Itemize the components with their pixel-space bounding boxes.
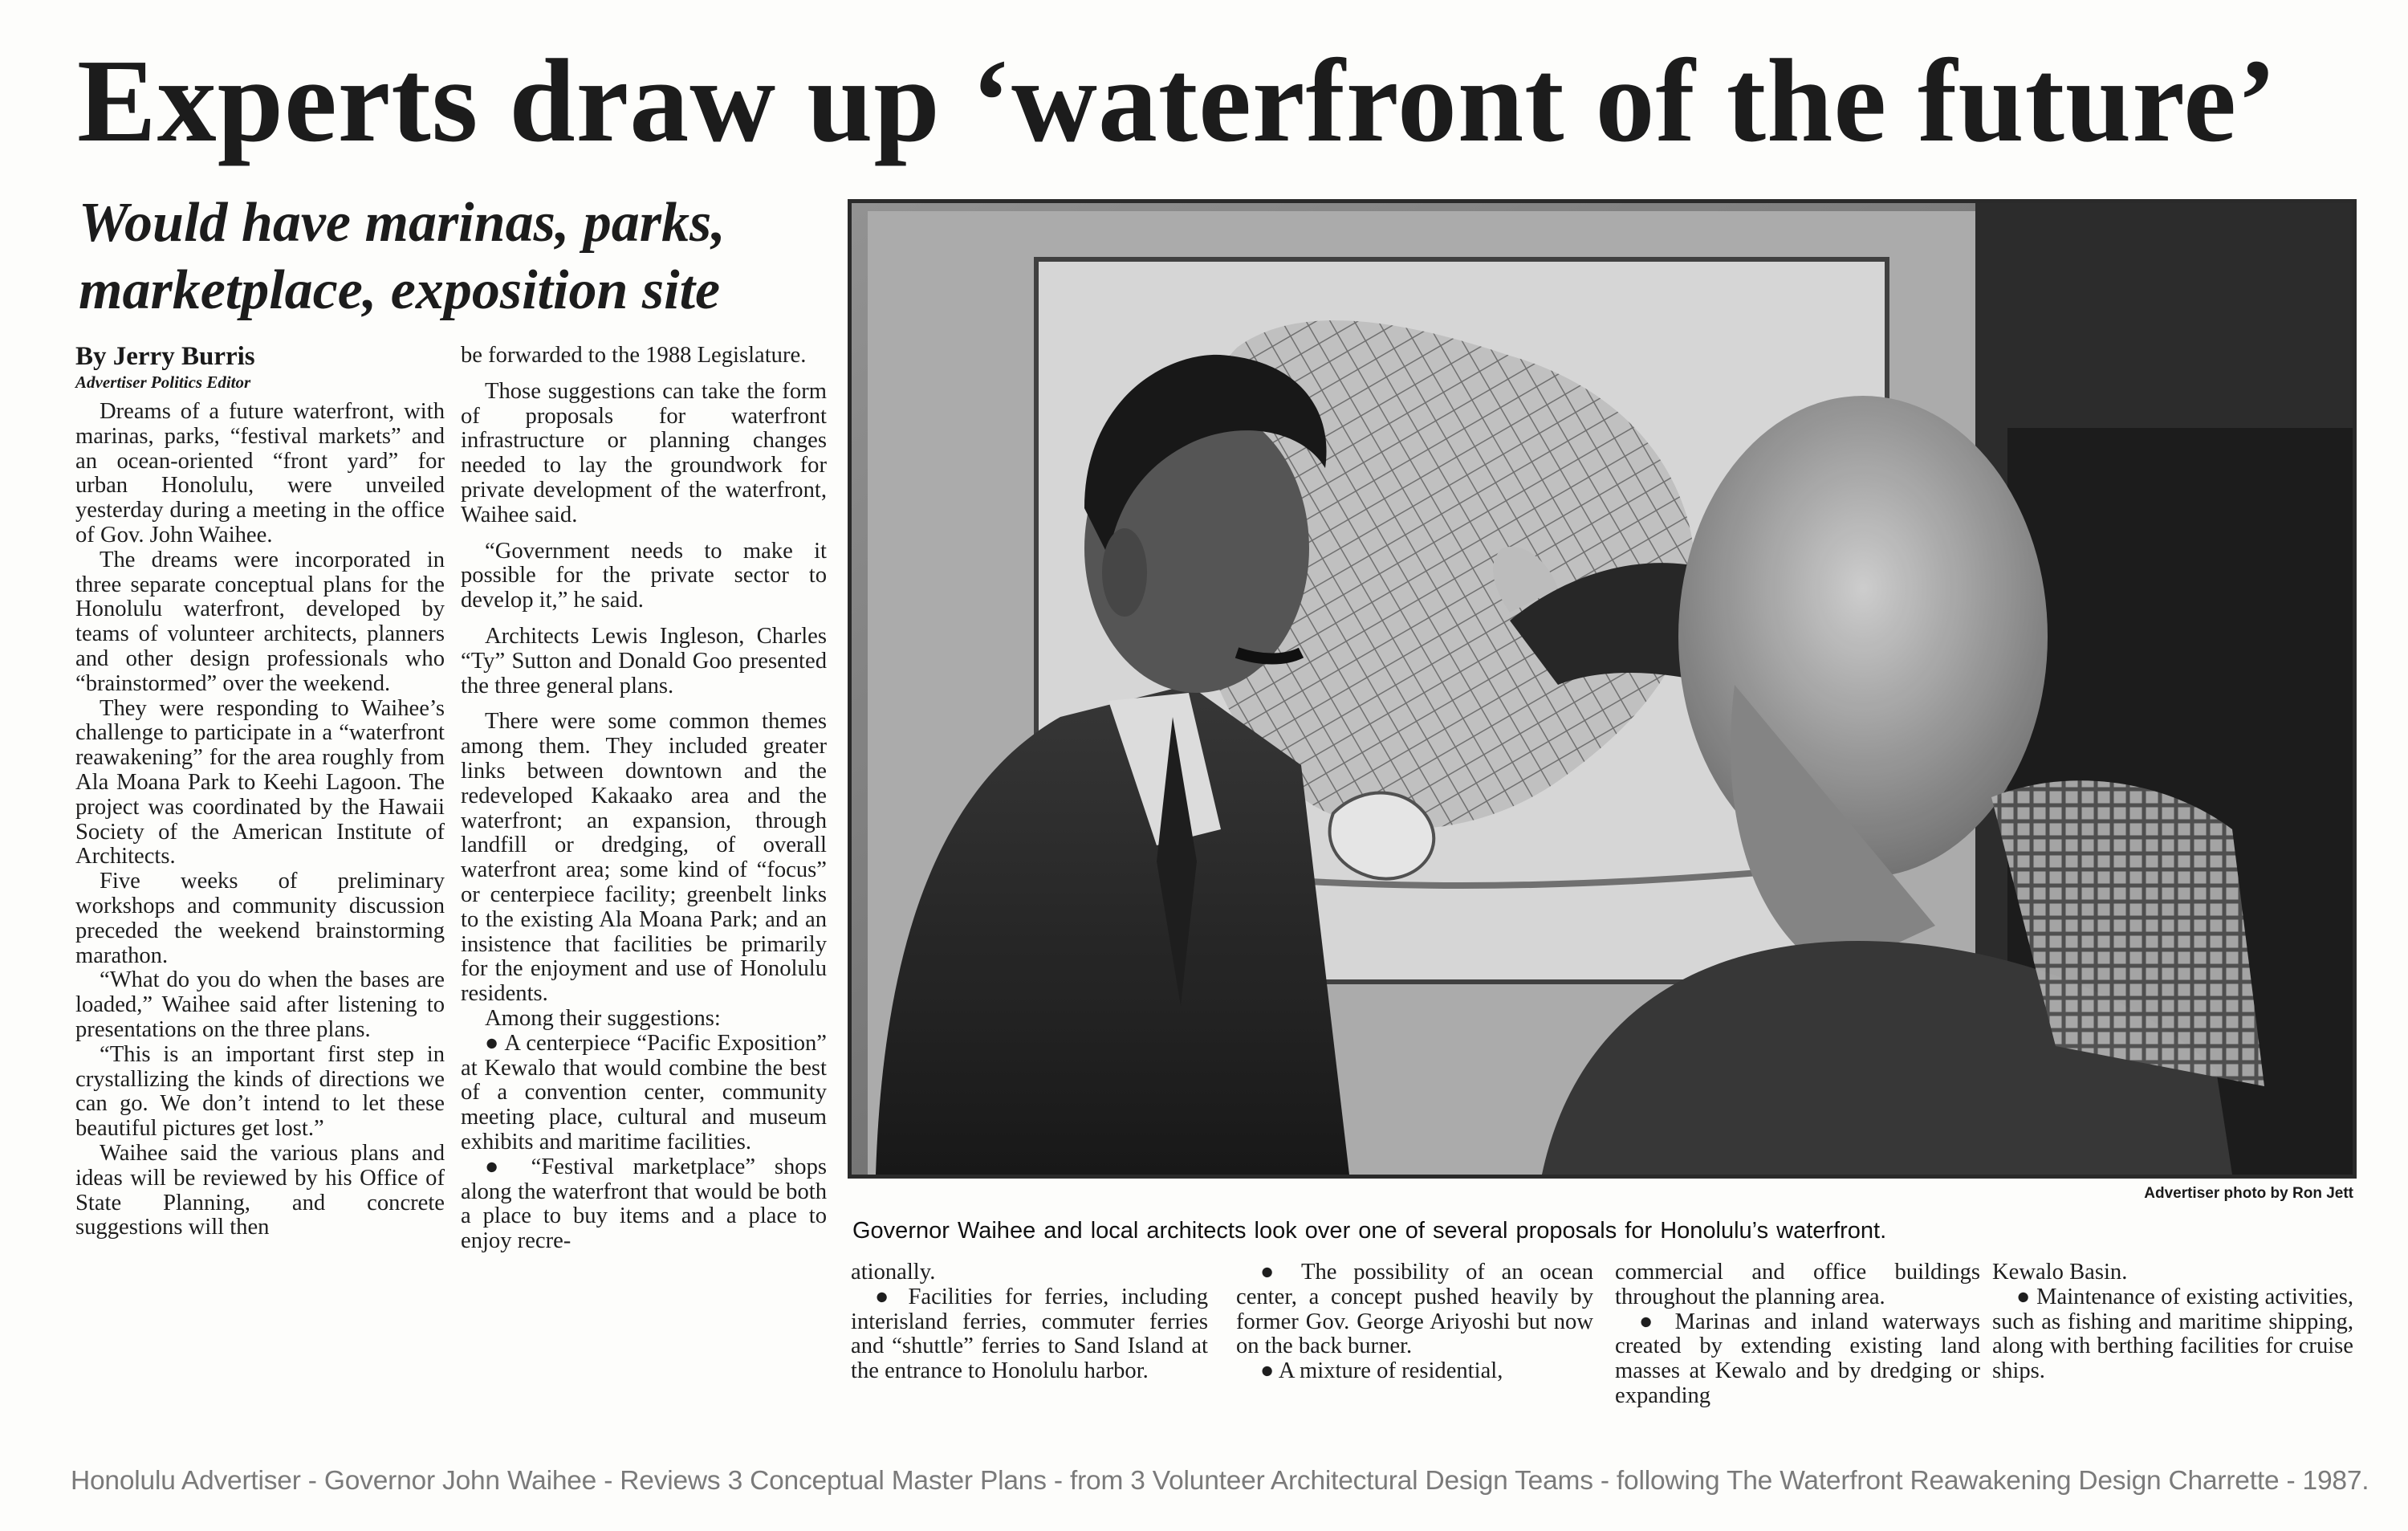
paragraph: Dreams of a future waterfront, with marinas, parks, “festival markets” and an ocean-oriented “front yard” for urban Honolulu, were unveiled yesterday during a meeting in the office of Gov. John Waihee. — [75, 399, 445, 548]
photo-illustration — [852, 203, 2353, 1175]
paragraph: Those suggestions can take the form of proposals for waterfront infrastructure or planning changes needed to lay the groundwork for private development of the waterfront, Waihee said. — [461, 378, 827, 527]
paragraph: be forwarded to the 1988 Legislature. — [461, 343, 807, 368]
paragraph: “What do you do when the bases are loaded,” Waihee said after listening to presentations on the three plans. — [75, 967, 445, 1042]
article-column-2 — [461, 344, 827, 1435]
article-subhead: Would have marinas, parks, marketplace, exposition site — [79, 192, 726, 321]
news-photo — [848, 199, 2357, 1179]
clipping-footer-caption: Honolulu Advertiser - Governor John Waihee - Reviews 3 Conceptual Master Plans - from 3 Volunteer Architectural Design Teams - following The Waterfront Reawakening Design Charrette - 1987. — [71, 1466, 2369, 1496]
paragraph: commercial and office buildings throughout the planning area. — [1615, 1260, 1980, 1309]
article-byline-role: Advertiser Politics Editor — [75, 373, 251, 392]
article-column-4 — [1236, 1260, 1593, 1384]
article-column-5 — [1615, 1260, 1980, 1409]
paragraph: ● A centerpiece “Pacific Exposition” at Kewalo that would combine the best of a convention center, community meeting place, cultural and museum exhibits and maritime facilities. — [461, 1030, 827, 1154]
paragraph: ● The possibility of an ocean center, a concept pushed heavily by former Gov. George Ariyoshi but now on the back burner. — [1236, 1260, 1593, 1359]
paragraph: “This is an important first step in crystallizing the kinds of directions we can go. We don’t intend to let these beautiful pictures get lost.” — [75, 1041, 445, 1142]
article-column-3 — [851, 1260, 1208, 1384]
paragraph: ● Maintenance of existing activities, such as fishing and maritime shipping, along with berthing facilities for cruise ships. — [1992, 1284, 2353, 1384]
paragraph: ● Marinas and inland waterways created by extending existing land masses at Kewalo and by dredging or expanding — [1615, 1309, 1980, 1408]
article-byline: By Jerry Burris — [75, 342, 255, 371]
photo-credit: Advertiser photo by Ron Jett — [2144, 1185, 2353, 1202]
article-column-6 — [1992, 1260, 2353, 1384]
paragraph: ● “Festival marketplace” shops along the waterfront that would be both a place to buy items and a place to enjoy recre- — [461, 1154, 827, 1254]
paragraph: Among their suggestions: — [485, 1005, 721, 1031]
article-column-1 — [75, 400, 445, 1443]
paragraph: “Government needs to make it possible for the private sector to develop it,” he said. — [461, 538, 827, 613]
paragraph: Five weeks of preliminary workshops and community discussion preceded the weekend brainstorming marathon. — [75, 869, 445, 968]
article-headline: Experts draw up ‘waterfront of the future’ — [77, 35, 2278, 167]
paragraph: They were responding to Waihee’s challenge to participate in a “waterfront reawakening” for the area roughly from Ala Moana Park to Keehi Lagoon. The project was coordinated by the Hawaii Society of the American Institute of Architects. — [75, 695, 445, 869]
paragraph: There were some common themes among them. They included greater links between downtown and the redeveloped Kakaako area and the waterfront; an expansion, through landfill or dredging, of overall waterfront area; some kind of “focus” or centerpiece facility; greenbelt links to the existing Ala Moana Park; and an insistence that facilities be primarily for the enjoyment and use of Honolulu residents. — [461, 709, 827, 1007]
paragraph: ationally. — [851, 1260, 936, 1285]
photo-caption: Governor Waihee and local architects look over one of several proposals for Honolulu’s waterfront. — [852, 1218, 1887, 1244]
paragraph: Kewalo Basin. — [1992, 1260, 2128, 1285]
paragraph: ● Facilities for ferries, including interisland ferries, commuter ferries and “shuttle” ferries to Sand Island at the entrance to Honolulu harbor. — [851, 1284, 1208, 1384]
paragraph: Architects Lewis Ingleson, Charles “Ty” Sutton and Donald Goo presented the three general plans. — [461, 623, 827, 698]
paragraph: The dreams were incorporated in three separate conceptual plans for the Honolulu waterfront, developed by teams of volunteer architects, planners and other design professionals who “brainstormed” over the weekend. — [75, 547, 445, 696]
paragraph: Waihee said the various plans and ideas will be reviewed by his Office of State Planning, and concrete suggestions will then — [75, 1140, 445, 1240]
paragraph: ● A mixture of residential, — [1260, 1358, 1503, 1384]
